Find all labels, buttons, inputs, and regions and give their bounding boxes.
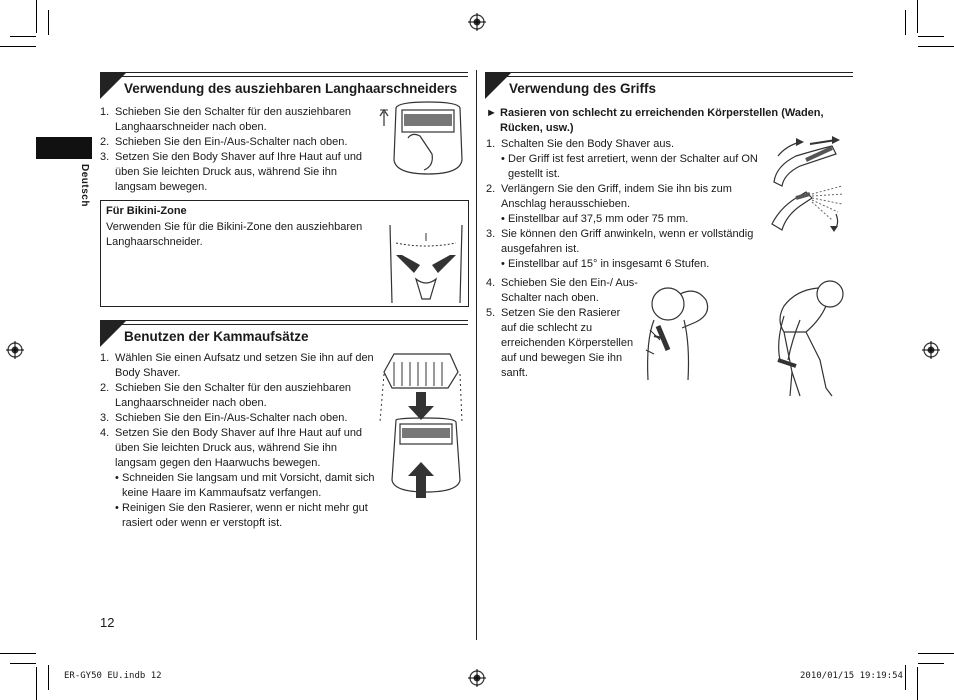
section-header-kamm xyxy=(100,320,468,349)
crop-mark xyxy=(0,46,36,47)
steps-griff-2 xyxy=(486,276,638,381)
list-item: 4. Setzen Sie den Body Shaver auf Ihre Haut auf und üben Sie leichten Druck aus, während Sie ihn langsam gegen den Haarwuchs bewegen. • Schneiden Sie langsam und mit Vorsicht, damit sich keine Haare im Kammaufsatz verfangen. • Reinigen Sie den Rasierer, wenn er nicht mehr gut rasiert oder wenn er verstopft ist. xyxy=(100,426,375,531)
language-label: Deutsch xyxy=(79,164,90,207)
shaver-trimmer-illustration xyxy=(378,100,468,180)
list-item: 2. Schieben Sie den Schalter für den ausziehbaren Langhaarschneider nach oben. xyxy=(100,382,352,409)
list-item: 1. Schalten Sie den Body Shaver aus. • Der Griff ist fest arretiert, wenn der Schalter auf ON gestellt ist. xyxy=(486,137,766,182)
crop-mark xyxy=(36,667,37,700)
comb-attachment-illustration xyxy=(376,352,468,500)
footer-file: ER-GY50 EU.indb 12 xyxy=(64,671,162,681)
section-title: Verwendung des ausziehbaren Langhaarschneiders xyxy=(124,81,458,96)
section-header-griff xyxy=(485,72,853,101)
subheading: ► Rasieren von schlecht zu erreichenden Körperstellen (Waden, Rücken, usw.) xyxy=(486,107,824,134)
list-item: 2. Verlängern Sie den Griff, indem Sie ihn bis zum Anschlag herausschieben. • Einstellbar auf 37,5 mm oder 75 mm. xyxy=(486,182,766,227)
list-item: 1. Schieben Sie den Schalter für den ausziehbaren Langhaarschneider nach oben. xyxy=(100,106,352,133)
marker-icon: ► xyxy=(486,107,497,119)
crop-mark xyxy=(917,0,918,33)
crop-mark xyxy=(918,653,954,654)
steps-langhaar xyxy=(100,105,375,195)
registration-mark-icon xyxy=(468,669,486,687)
crop-mark xyxy=(48,10,49,35)
section-title: Benutzen der Kammaufsätze xyxy=(124,329,309,344)
bullet-item: • Einstellbar auf 37,5 mm oder 75 mm. xyxy=(501,212,766,227)
crop-mark xyxy=(918,663,944,664)
person-back-shaving-illustration xyxy=(640,280,730,384)
steps-kamm xyxy=(100,351,375,531)
steps-griff xyxy=(486,137,766,272)
page-number: 12 xyxy=(100,615,115,630)
registration-mark-icon xyxy=(922,341,940,359)
crop-mark xyxy=(10,663,36,664)
crop-mark xyxy=(48,665,49,690)
box-title: Für Bikini-Zone xyxy=(106,205,187,217)
list-item: 2. Schieben Sie den Ein-/Aus-Schalter nach oben. xyxy=(100,136,348,148)
crop-mark xyxy=(0,653,36,654)
bullet-item: • Der Griff ist fest arretiert, wenn der Schalter auf ON gestellt ist. xyxy=(501,152,766,182)
bullet-item: • Schneiden Sie langsam und mit Vorsicht, damit sich keine Haare im Kammaufsatz verfangen. xyxy=(115,471,375,501)
crop-mark xyxy=(918,36,944,37)
crop-mark xyxy=(918,46,954,47)
crop-mark xyxy=(10,36,36,37)
bullet-item: • Einstellbar auf 15° in insgesamt 6 Stufen. xyxy=(501,257,766,272)
section-header-langhaar xyxy=(100,72,468,101)
bullet-item: • Reinigen Sie den Rasierer, wenn er nicht mehr gut rasiert oder wenn er verstopft ist. xyxy=(115,501,375,531)
crop-mark xyxy=(905,665,906,690)
list-item: 5. Setzen Sie den Rasierer auf die schlecht zu erreichenden Körperstellen auf und bewegen Sie ihn sanft. xyxy=(486,307,634,379)
list-item: 3. Schieben Sie den Ein-/Aus-Schalter nach oben. xyxy=(100,412,348,424)
crop-mark xyxy=(905,10,906,35)
box-text: Verwenden Sie für die Bikini-Zone den ausziehbaren Langhaarschneider. xyxy=(106,221,363,248)
column-divider xyxy=(476,70,477,640)
bikini-zone-box xyxy=(100,200,469,307)
language-tab xyxy=(36,137,92,159)
crop-mark xyxy=(36,0,37,33)
person-leg-shaving-illustration xyxy=(770,276,854,404)
bikini-zone-illustration xyxy=(386,225,466,303)
footer-datetime: 2010/01/15 19:19:54 xyxy=(800,671,903,681)
crop-mark xyxy=(917,667,918,700)
registration-mark-icon xyxy=(468,13,486,31)
handle-angle-illustration xyxy=(766,184,850,234)
list-item: 3. Setzen Sie den Body Shaver auf Ihre Haut auf und üben Sie leichten Druck aus, während Sie ihn langsam bewegen. xyxy=(100,151,363,193)
list-item: 4. Schieben Sie den Ein-/ Aus-Schalter nach oben. xyxy=(486,277,638,304)
list-item: 1. Wählen Sie einen Aufsatz und setzen Sie ihn auf den Body Shaver. xyxy=(100,352,374,379)
list-item: 3. Sie können den Griff anwinkeln, wenn er vollständig ausgefahren ist. • Einstellbar auf 15° in insgesamt 6 Stufen. xyxy=(486,227,766,272)
section-title: Verwendung des Griffs xyxy=(509,81,657,96)
registration-mark-icon xyxy=(6,341,24,359)
